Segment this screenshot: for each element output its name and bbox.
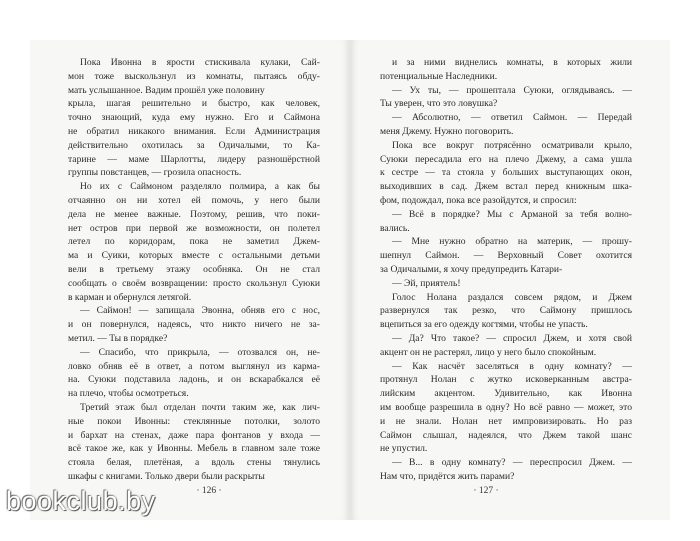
text-line: акцент он не растерял, лицо у него было спокойным. [380, 346, 597, 358]
text-line: — Ух ты, — прошептала Суюки, оглядываясь. — [392, 84, 632, 96]
text-line: мать услышанное. Вадим прошёл уже половину [68, 84, 265, 96]
text-line: ловко обняв её в ответ, а потом выглянул из карма- [68, 360, 320, 372]
text-line: Ты уверен, что это ловушка? [380, 98, 498, 110]
text-line: за Одичалыми, я хочу предупредить Катари- [380, 263, 563, 275]
text-line: Пока Ивонна в ярости стискивала кулаки, Сай- [80, 57, 320, 68]
text-line: — Спасибо, что прикрыла, — отозвался он, не- [80, 346, 320, 358]
left-page-number: · 126 · [196, 486, 222, 496]
text-line: группы повстанцев, — грозила опасность. [68, 167, 242, 179]
text-line: отчаянно он ни хотел ей помочь, у него были [68, 194, 320, 206]
text-line: — Абсолютно, — ответил Саймон. — Передай [392, 112, 632, 124]
right-page-text [380, 56, 632, 484]
text-line: на. Суюки подставила ладонь, и он вскарабкался её [68, 374, 320, 386]
text-line: и не знали. Нолан нет импровизировать. Но раз [380, 415, 632, 427]
text-line: шкафы с книгами. Только двери были раскрыты [68, 470, 265, 482]
text-line: дела не менее важные. Поэтому, решив, что поки- [68, 208, 320, 220]
text-line: нет остров при первой же возможности, он полетел [68, 222, 320, 234]
text-line: вались. [380, 222, 410, 234]
text-line: им вообще разрешила в одну? Но всё равно — может, это [380, 401, 632, 413]
text-line: Нам что, придётся жить парами? [380, 470, 515, 482]
text-line: протянул Нолан с жутко исковерканным австра- [380, 374, 632, 386]
text-line: сообщать о своём возвращении: просто скользнул Суюки [68, 277, 320, 289]
right-page-number: · 127 · [473, 486, 499, 496]
left-page [30, 40, 348, 520]
text-line: вцепиться за его одежду когтями, чтобы не упасть. [380, 319, 588, 331]
text-line: Пока все вокруг потрясённо осматривали крыло, [392, 139, 632, 151]
text-line: метил. — Ты в порядке? [68, 332, 168, 344]
text-line: в карман и обернулся летягой. [68, 291, 192, 303]
text-line: — Как насчёт заселяться в одну комнату? — [392, 360, 632, 372]
site-watermark: bookclub.by [6, 486, 156, 516]
text-line: точно знающий, куда ему нужно. Его и Саймона [68, 112, 320, 124]
text-line: летел по коридорам, пока не заметил Джем- [68, 236, 320, 248]
text-line: мон тоже выскользнул из комнаты, пытаясь обду- [68, 70, 320, 82]
text-line: и за ними виднелись комнаты, в которых жили [392, 57, 632, 68]
text-line: крыла, шагая решительно и быстро, как человек, [68, 98, 320, 110]
text-line: — Мне нужно обратно на материк, — прошу- [392, 236, 632, 248]
text-line: Но их с Саймоном разделяло полмира, а как бы [80, 181, 320, 193]
text-line: — Саймон! — запищала Эвонна, обняв его с нос, [80, 305, 320, 317]
text-line: — Всё в порядке? Мы с Арманой за тебя волно- [392, 208, 632, 220]
text-line: — Да? Что такое? — спросил Джем, и хотя свой [392, 332, 632, 344]
text-line: меня Джему. Нужно поговорить. [380, 125, 514, 137]
text-line: потенциальные Наследники. [380, 70, 498, 82]
text-line: выходивших в сад. Джем встал перед книжным шка- [380, 181, 632, 193]
text-line: действительно охотилась за Одичалыми, то Ка- [68, 139, 320, 151]
text-line: и бархат на стенах, даже пара фонтанов у входа — [68, 429, 320, 441]
text-line: — В... в одну комнату? — переспросил Джем. — [392, 457, 632, 469]
text-line: — Эй, приятель! [392, 277, 461, 289]
left-page-text [68, 56, 320, 484]
text-line: развернулся так резко, что Саймону пришлось [380, 305, 632, 317]
text-line: всё такое же, как у Ивонны. Мебель в главном зале тоже [68, 443, 320, 455]
text-line: ные покои Ивонны: стеклянные потолки, золото [68, 415, 320, 427]
text-line: Саймон слышал, надеялся, что Джем такой шанс [380, 429, 632, 441]
text-line: и он повернулся, надеясь, что никто ничего не за- [68, 319, 320, 331]
text-line: фом, подождал, пока все разойдутся, и спросил: [380, 194, 577, 206]
text-line: ма и Суики, которых вместе с остальными детьми [68, 250, 320, 262]
text-line: на плечо, чтобы осмотреться. [68, 388, 189, 400]
right-page [352, 40, 670, 520]
text-line: не упустил. [380, 443, 428, 455]
text-line: тарине — маме Шарлотты, лидеру разношёрстной [68, 153, 320, 165]
text-line: Третий этаж был отделан почти таким же, как лич- [80, 401, 320, 413]
text-line: вели в третьему этажу особняка. Он не стал [68, 263, 320, 275]
text-line: Суюки пересадила его на плечо Джему, а сама ушла [380, 153, 632, 165]
text-line: шепнул Саймон. — Верховный Совет охотится [380, 250, 632, 262]
text-line: стояла белая, плетёная, а вдоль стены тянулись [68, 457, 320, 469]
text-line: к сестре — та стояла у больших выступающих окон, [380, 167, 632, 179]
text-line: лийским акцентом. Удивительно, как Ивонна [380, 388, 632, 400]
text-line: Голос Нолана раздался совсем рядом, и Джем [392, 291, 632, 303]
text-line: не обратил никакого внимания. Если Администрация [68, 125, 320, 137]
